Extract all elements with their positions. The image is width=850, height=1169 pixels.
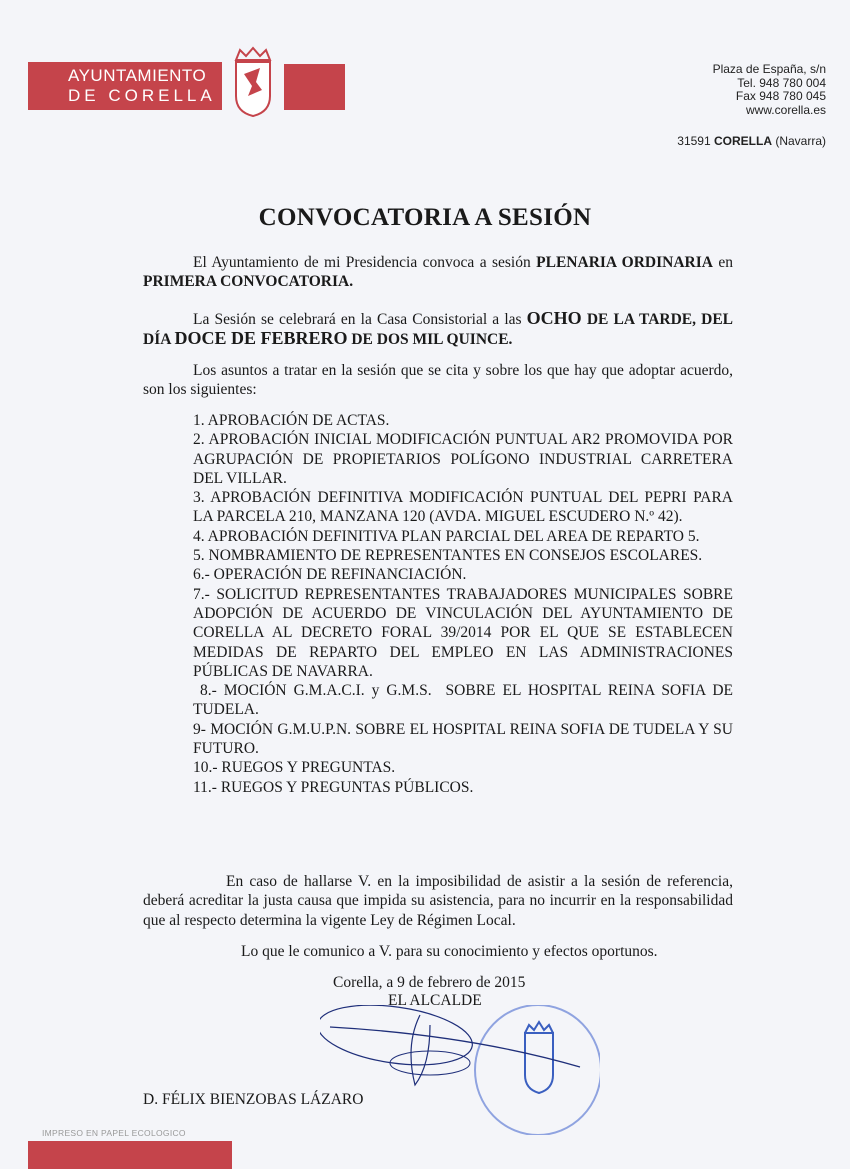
- agenda-item: 6.- OPERACIÓN DE REFINANCIACIÓN.: [193, 566, 467, 584]
- footer-red-bar: [28, 1141, 232, 1169]
- agenda-list: [193, 411, 737, 797]
- org-name-line2: DE CORELLA: [68, 86, 216, 105]
- paragraph-convocation: [143, 253, 733, 292]
- session-date: DOCE DE FEBRERO: [174, 328, 348, 349]
- address-street: Plaza de España, s/n: [712, 62, 826, 76]
- org-logo-banner: [28, 62, 222, 110]
- session-year: DE DOS MIL QUINCE.: [347, 331, 513, 349]
- address-block: [713, 63, 826, 117]
- postal-code: 31591: [677, 134, 711, 148]
- region: (Navarra): [775, 134, 826, 148]
- address-fax: Fax 948 780 045: [735, 89, 826, 103]
- page-title: CONVOCATORIA A SESIÓN: [258, 204, 592, 231]
- text: DE LA TARDE, DEL DÍA: [143, 311, 733, 349]
- agenda-item: 5. NOMBRAMIENTO DE REPRESENTANTES EN CONSEJOS ESCOLARES.: [193, 547, 703, 565]
- agenda-item: 9- MOCIÓN G.M.U.P.N. SOBRE EL HOSPITAL REINA SOFIA DE TUDELA Y SU FUTURO.: [193, 720, 733, 758]
- signer-name: D. FÉLIX BIENZOBAS LÁZARO: [143, 1091, 364, 1108]
- org-name-line1: AYUNTAMIENTO: [68, 66, 207, 85]
- agenda-item: 3. APROBACIÓN DEFINITIVA MODIFICACIÓN PUNTUAL DEL PEPRI PARA LA PARCELA 210, MANZANA 120 (AVDA. MIGUEL ESCUDERO N.º 42).: [193, 489, 733, 526]
- footer-eco-note: IMPRESO EN PAPEL ECOLOGICO: [42, 1128, 186, 1138]
- agenda-item: 10.- RUEGOS Y PREGUNTAS.: [193, 759, 396, 777]
- city: CORELLA: [713, 134, 772, 148]
- paragraph-closing: Lo que le comunico a V. para su conocimiento y efectos oportunos.: [241, 943, 658, 960]
- agenda-item: 4. APROBACIÓN DEFINITIVA PLAN PARCIAL DEL AREA DE REPARTO 5.: [193, 527, 700, 545]
- session-hour: OCHO: [526, 308, 582, 328]
- paragraph-absence: En caso de hallarse V. en la imposibilidad de asistir a la sesión de referencia, deberá acreditar la justa causa que impida su asistencia, para no incurrir en la responsabilidad que al respecto determina la vigente Ley de Régimen Local.: [143, 873, 733, 929]
- agenda-item: 7.- SOLICITUD REPRESENTANTES TRABAJADORES MUNICIPALES SOBRE ADOPCIÓN DE ACUERDO DE VINCULACIÓN DEL AYUNTAMIENTO DE CORELLA AL DECRETO FORAL 39/2014 POR EL QUE SE ESTABLECEN MEDIDAS DE REPARTO DEL EMPLEO EN LAS ADMINISTRACIONES PÚBLICAS DE NAVARRA.: [193, 585, 733, 680]
- paragraph-time: [143, 309, 733, 350]
- signing-date: Corella, a 9 de febrero de 2015: [333, 974, 526, 991]
- session-type: PLENARIA ORDINARIA: [536, 254, 713, 271]
- agenda-item: 2. APROBACIÓN INICIAL MODIFICACIÓN PUNTUAL AR2 PROMOVIDA POR AGRUPACIÓN DE PROPIETARIOS POLÍGONO INDUSTRIAL CARRETERA DEL VILLAR.: [193, 431, 733, 487]
- official-seal-and-signature: [320, 1005, 600, 1135]
- paragraph-agenda-intro: Los asuntos a tratar en la sesión que se cita y sobre los que hay que adoptar acuerdo, son los siguientes:: [143, 362, 733, 399]
- agenda-item: 1. APROBACIÓN DE ACTAS.: [193, 412, 390, 429]
- text: El Ayuntamiento de mi Presidencia convoca a sesión: [193, 254, 537, 271]
- convocation-type: PRIMERA CONVOCATORIA.: [143, 273, 354, 291]
- text: en: [712, 254, 733, 271]
- address-phone: Tel. 948 780 004: [737, 75, 826, 90]
- address-web: www.corella.es: [745, 102, 826, 117]
- signer-title: EL ALCALDE: [388, 992, 482, 1009]
- agenda-item: 11.- RUEGOS Y PREGUNTAS PÚBLICOS.: [193, 778, 474, 796]
- postal-city: [677, 134, 826, 148]
- agenda-item: 8.- MOCIÓN G.M.A.C.I. y G.M.S. SOBRE EL HOSPITAL REINA SOFIA DE TUDELA.: [193, 682, 737, 719]
- logo-banner-tail: [284, 64, 345, 110]
- coat-of-arms-icon: [230, 46, 276, 118]
- text: La Sesión se celebrará en la Casa Consistorial a las: [193, 311, 527, 328]
